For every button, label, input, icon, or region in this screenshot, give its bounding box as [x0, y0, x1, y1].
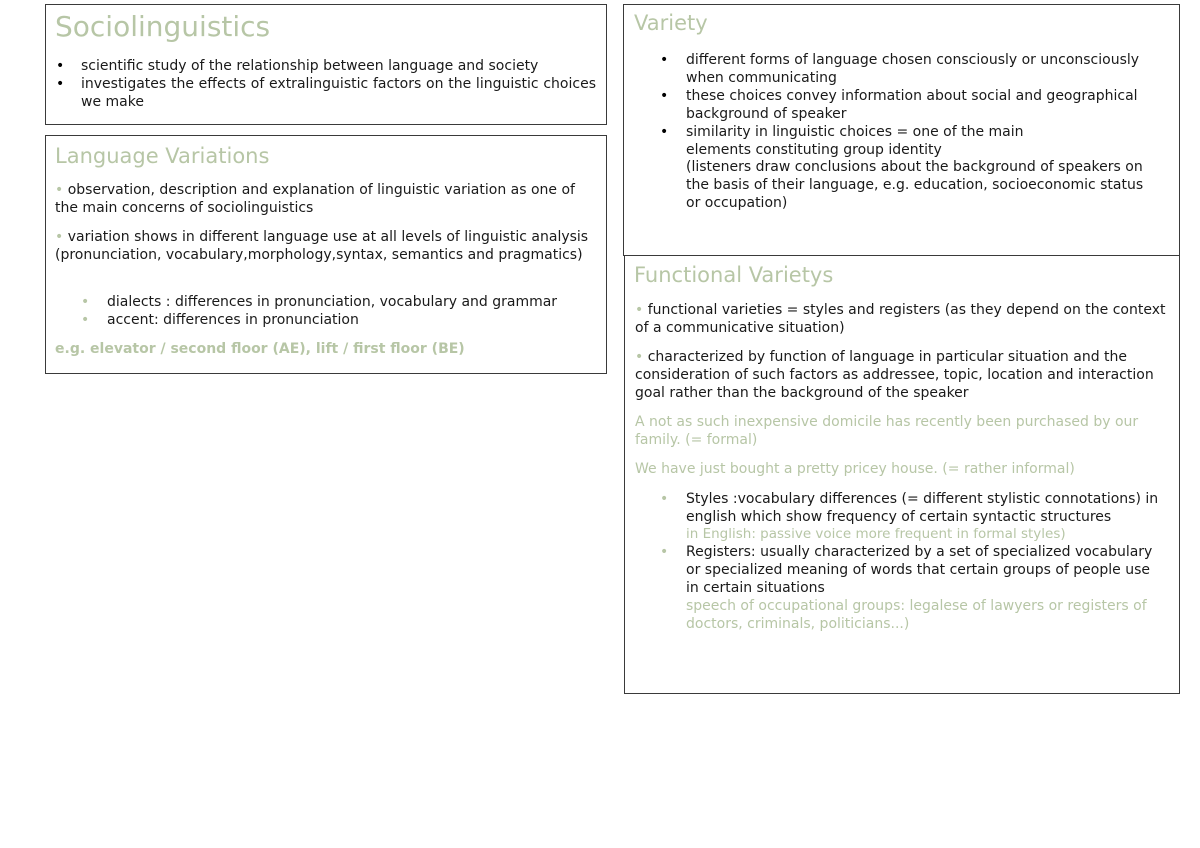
- green-bullet: •: [635, 302, 644, 318]
- variety-title: Variety: [634, 11, 708, 35]
- registers-note: speech of occupational groups: legalese of lawyers or registers of doctors, criminals, politicians...): [686, 598, 1147, 632]
- variation-list: [81, 293, 601, 329]
- variety-note: (listeners draw conclusions about the background of speakers on the basis of their language, e.g. education, socioeconomic status or occupation): [686, 159, 1144, 211]
- green-bullet: •: [55, 229, 64, 245]
- variation-example: e.g. elevator / second floor (AE), lift / first floor (BE): [55, 341, 465, 357]
- list-item: • similarity in linguistic choices = one of the main elements constituting group identity: [660, 123, 1160, 159]
- language-variations-title: Language Variations: [55, 144, 270, 168]
- list-item: • Registers: usually characterized by a set of specialized vocabulary or specialized meaning of words that certain groups of people use in certain situations speech of occupational groups: legalese of lawyers or registers of doctors, criminals, politicians...): [660, 543, 1165, 633]
- functional-paragraph: • characterized by function of language in particular situation and the consideration of such factors as addressee, topic, location and interaction goal rather than the background of the speaker: [635, 349, 1154, 401]
- list-item: • Styles :vocabulary differences (= different stylistic connotations) in english which show frequency of certain syntactic structures in English: passive voice more frequent in formal styles): [660, 490, 1165, 543]
- functional-varieties-box: [624, 255, 1180, 694]
- formal-example: A not as such inexpensive domicile has recently been purchased by our family. (= formal): [635, 414, 1139, 448]
- list-item: • accent: differences in pronunciation: [81, 311, 601, 329]
- language-variations-box: [45, 135, 607, 374]
- sociolinguistics-title: Sociolinguistics: [55, 10, 271, 43]
- list-item: • scientific study of the relationship between language and society: [56, 57, 596, 75]
- green-bullet: •: [635, 349, 644, 365]
- variation-paragraph: • observation, description and explanation of linguistic variation as one of the main concerns of sociolinguistics: [55, 182, 575, 216]
- list-item: • these choices convey information about social and geographical background of speaker: [660, 87, 1160, 123]
- styles-note: in English: passive voice more frequent in formal styles): [686, 526, 1066, 542]
- list-item: • investigates the effects of extralinguistic factors on the linguistic choices we make: [56, 75, 596, 111]
- functional-list: [660, 490, 1165, 633]
- variation-paragraph: • variation shows in different language use at all levels of linguistic analysis (pronunciation, vocabulary,morphology,syntax, semantics and pragmatics): [55, 229, 589, 263]
- functional-paragraph: • functional varieties = styles and registers (as they depend on the context of a communicative situation): [635, 302, 1166, 336]
- sociolinguistics-list: [56, 57, 596, 111]
- informal-example: We have just bought a pretty pricey house. (= rather informal): [635, 461, 1075, 477]
- list-item: • different forms of language chosen consciously or unconsciously when communicating: [660, 51, 1160, 87]
- green-bullet: •: [55, 182, 64, 198]
- list-item: • dialects : differences in pronunciation, vocabulary and grammar: [81, 293, 601, 311]
- variety-box: [623, 4, 1180, 256]
- functional-varieties-title: Functional Varietys: [634, 263, 834, 287]
- sociolinguistics-box: [45, 4, 607, 125]
- variety-list: [660, 51, 1160, 159]
